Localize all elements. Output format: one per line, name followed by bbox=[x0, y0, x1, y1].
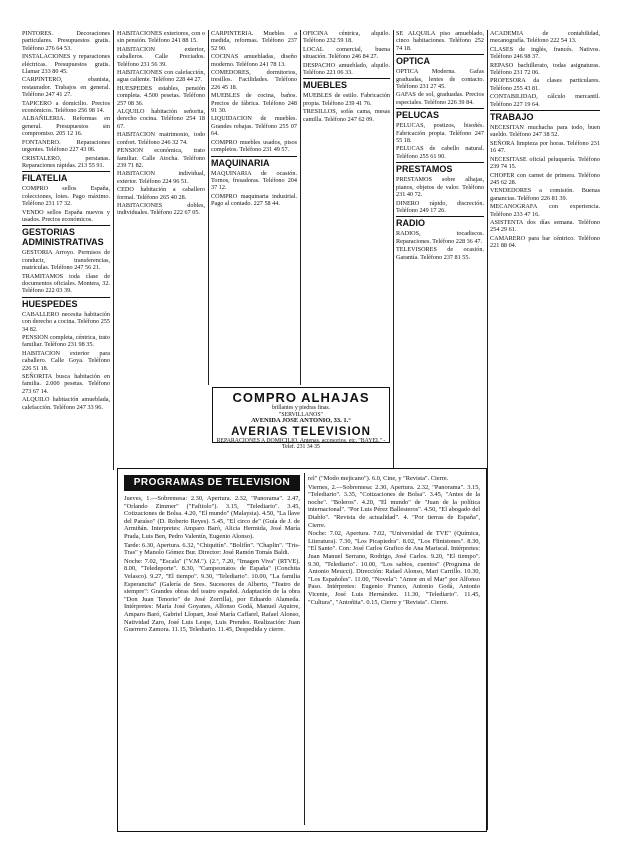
section-heading-radio: RADIO bbox=[396, 216, 484, 228]
ad-title-averias-television: AVERIAS TELEVISION bbox=[231, 425, 371, 438]
classifieds-column-5 bbox=[396, 30, 484, 465]
tv-program-block: rel" ("Modo mejicano"). 6.0, Cine, y "Revista". Cierre. bbox=[308, 475, 449, 482]
column-rule bbox=[300, 30, 301, 385]
classified-item: CONTABILIDAD, cálculo mercantil. Teléfono 227 19 64. bbox=[490, 93, 600, 108]
classified-item: PENSION completa, céntrica, trato familiar. Teléfono 231 98 35. bbox=[22, 334, 110, 349]
classified-item: FONTANERO. Reparaciones urgentes. Teléfono 227 43 06. bbox=[22, 138, 110, 154]
classified-item: GAFAS de sol, graduadas. Precios especiales. Teléfono 226 39 84. bbox=[396, 91, 484, 106]
classifieds-column-6 bbox=[490, 30, 600, 830]
classified-item: PRESTAMOS sobre alhajas, pianos, objetos de valor. Teléfono 231 40 72. bbox=[396, 176, 484, 199]
column-rule bbox=[304, 473, 305, 825]
classified-item: HABITACIONES exteriores, con o sin pensión. Teléfono 241 88 15. bbox=[117, 30, 205, 45]
classified-item: VENDEDORES a comisión. Buenas ganancias. Teléfono 226 81 39. bbox=[490, 187, 600, 202]
classified-item: MECANOGRAFA con experiencia. Teléfono 233 47 16. bbox=[490, 203, 600, 218]
classified-item: SE ALQUILA piso amueblado, cinco habitaciones. Teléfono 252 74 18. bbox=[396, 30, 484, 52]
classified-item: TAPICERO a domicilio. Precios económicos. Teléfono 256 98 14. bbox=[22, 99, 110, 115]
advertisement-box bbox=[212, 387, 390, 450]
classified-item: OPTICA Moderna. Gafas graduadas, lentes de contacto. Teléfono 231 27 45. bbox=[396, 68, 484, 91]
section-heading-gestorias: GESTORIAS ADMINISTRATIVAS bbox=[22, 225, 110, 247]
classified-item: HABITACIONES dobles, individuales. Teléfono 222 67 05. bbox=[117, 201, 205, 217]
classified-item: INSTALACIONES y reparaciones eléctricas. Presupuestos gratis. Llamar 233 80 45. bbox=[22, 53, 110, 76]
tv-program-block: Jueves, 1.—Sobremesa: 2.30, Apertura. 2.32, "Panorama". 2.47, "Orlando Zimmer" ("Fafitolo"). 3.15, "Telediario". 3.45, Cotizaciones de Bolsa. 4.20, "El mundo" (Malaysia). 4.50, "La llave del Paraíso" (D. Roberto Reyes). 5.45, "El circo de" (Guía de J. de Armiñán. Interpretes: Amparo Baró, Alicia Hermida, José María Prada, Luis Ben, Pedro Valentín, Eugenio Alonso). bbox=[124, 495, 300, 540]
column-rule bbox=[393, 30, 394, 470]
classified-item: NECESITAN muchacha para todo, buen sueldo. Teléfono 247 38 52. bbox=[490, 124, 600, 139]
classified-item: PROFESORA da clases particulares. Teléfono 255 43 81. bbox=[490, 77, 600, 92]
tv-program-block: Noche: 7.02, Apertura. 7.02, "Universidad de TVE" (Química, Literatura). 7.30, "Los Picapiedra". 8.02, "Los Flintstones". 8.30, "El Santo". Con: José Carlos Grafico de Ana Mariscal. Intérpretes: Juan Manuel Serrano, Rodrigo, José Carlos. 9.20, "El tiempo". 9.30, "Telediario". 10.00, "Los sabios, cuentos" (Programa de Antonio Meucci). Dirección: Rafael Alonso, Mari Carrillo. 10.30, "Los Españoles". 11.00, "Novela": "Amor en el Mar" por Alfonso Paso. Intérpretes: Eugenio Franco, Antonio Godá, Antonio Vicente, José Luis Hernández. 11.30, "Telediario". 11.45, "Cultura", "Antoñita". 0.15, Cierre y "Revista". Cierre. bbox=[308, 530, 480, 606]
classified-item: DESPACHO amueblado, alquilo. Teléfono 221 06 33. bbox=[303, 61, 390, 77]
tv-programs-title: PROGRAMAS DE TELEVISION bbox=[124, 475, 300, 491]
classified-item: HUESPEDES estables, pensión completa. 4.500 pesetas. Teléfono 257 08 36. bbox=[117, 84, 205, 107]
classified-item: COMPRO muebles usados, pisos completos. Teléfono 231 49 57. bbox=[211, 138, 297, 154]
classified-item: COCINAS amuebladas, diseño moderno. Teléfono 241 78 13. bbox=[211, 53, 297, 68]
classified-item: HABITACIONES con calefacción, agua caliente. Teléfono 228 44 27. bbox=[117, 69, 205, 84]
section-heading-maquinaria: MAQUINARIA bbox=[211, 156, 297, 168]
classified-item: RADIOS, tocadiscos. Reparaciones. Teléfono 228 36 47. bbox=[396, 230, 484, 245]
ad-address: AVENIDA JOSE ANTONIO, 33. 1.° bbox=[251, 417, 351, 424]
tv-program-block: Noche: 7.02, "Escala" ("V.M."). (2.ª, 7.20, "Imagen Viva" (RTVE). 8.00, "Teledeporte". 8.30, "Campeonatos de España" (Conchita Velasco). 9.27, "El tiempo". 9.30, "Telediario". 10.00, "La familia Esperancita" (Galería de Sres. Sucesores de Alberto, "Teatro de siempre": Grandes obras del teatro español. Adaptación de la obra "Don Juan Tenorio" de José Zorrilla), por Eduardo Alameda. Intérpretes: María José Goyanes, Alfonso Godá, Manuel Aquirre, Amparo Baró, Gabriel Llopart, José María Caffarel, Rafael Alonso, Natividad Zaro, José Luis Lespe, Luis Prendes. Realización: Juan Guerrero Zamora. 11.15, Telediario. 11.45, Despedida y cierre. bbox=[124, 557, 300, 634]
classified-item: REPASO bachillerato, todas asignaturas. Teléfono 231 72 06. bbox=[490, 61, 600, 77]
tv-programs-column-1 bbox=[124, 495, 300, 827]
classified-item: ALQUILO habitación señorita, derecho cocina. Teléfono 254 18 67. bbox=[117, 108, 205, 130]
section-heading-huespedes: HUESPEDES bbox=[22, 297, 110, 309]
classified-item: MAQUINARIA de ocasión. Tornos, fresadoras. Teléfono 204 37 12. bbox=[211, 169, 297, 192]
classified-item: TELEVISORES de ocasión. Garantía. Teléfono 237 81 55. bbox=[396, 246, 484, 261]
classified-item: COMPRO sellos España, colecciones, lotes. Pago máximo. Teléfono 231 17 32. bbox=[22, 185, 110, 208]
classified-item: PENSION económica, trato familiar. Calle Atocha. Teléfono 239 71 82. bbox=[117, 147, 205, 169]
classified-item: PINTORES. Decoraciones particulares. Presupuestos gratis. Teléfono 276 64 53. bbox=[22, 30, 110, 52]
classified-item: CABALLERO necesita habitación con derecho a cocina. Teléfono 255 34 82. bbox=[22, 310, 110, 333]
classified-item: HABITACION exterior, caballeros. Calle Preciados. Teléfono 231 56 39. bbox=[117, 45, 205, 68]
classified-item: ACADEMIA de contabilidad, mecanografía. Teléfono 222 54 13. bbox=[490, 30, 600, 45]
classified-item: LIQUIDACION de muebles. Grandes rebajas. Teléfono 255 07 64. bbox=[211, 115, 297, 138]
tv-program-block: Tarde: 6.30, Apertura. 6.32, "Chiquitín". "Bolifín". "Chaplin". "Tris-Tras" y Manolo Gómez Bur. Director: José Ramón Tomás Baldi. bbox=[124, 541, 300, 557]
classifieds-column-2 bbox=[117, 30, 205, 440]
section-heading-filatelia: FILATELIA bbox=[22, 171, 110, 183]
classified-item: CAMARERO para bar céntrico. Teléfono 221 88 04. bbox=[490, 234, 600, 250]
column-rule bbox=[208, 30, 209, 385]
classified-item: HABITACION individual, exterior. Teléfono 224 96 51. bbox=[117, 170, 205, 185]
classified-item: ALQUILO habitación amueblada, calefacción. Teléfono 247 33 96. bbox=[22, 396, 110, 411]
classified-item: LOCAL comercial, buena situación. Teléfono 246 84 27. bbox=[303, 45, 390, 61]
classified-item: MUEBLES de cocina, baños. Precios de fábrica. Teléfono 248 91 30. bbox=[211, 92, 297, 115]
classified-item: CEDO habitación a caballero formal. Teléfono 265 40 28. bbox=[117, 186, 205, 201]
tv-program-block: Viernes, 2.—Sobremesa: 2.30, Apertura. 2.32, "Panorama". 3.15, "Telediario". 3.35, "Cotizaciones de Bolsa". 3.45, "Antes de la noche". "Boleros". 4.20, "El mundo" de "Juan de la política internacional". "Por Luis Pérez Ballesteros". 4.50, "El abogado del Diablo". "Revista de actualidad". 4. "Por tierras de España", Cierre. bbox=[308, 483, 480, 529]
classified-item: TRAMITAMOS toda clase de documentos oficiales. Montera, 32. Teléfono 222 03 39. bbox=[22, 272, 110, 295]
classified-item: OFICINA céntrica, alquilo. Teléfono 232 59 18. bbox=[303, 30, 390, 45]
classifieds-column-1 bbox=[22, 30, 110, 830]
classified-item: PELUCAS, postizos, bisoñés. Fabricación propia. Teléfono 247 55 18. bbox=[396, 122, 484, 145]
classified-item: GESTORIA Arroyo. Permisos de conducir, transferencias, matrículas. Teléfono 247 56 21. bbox=[22, 249, 110, 272]
classifieds-column-4 bbox=[303, 30, 390, 380]
ad-text: REPARACIONES A DOMICILIO. Antenas, accesorios, etc. "BAYEL" - Telef. 231 34 35 bbox=[216, 437, 386, 450]
classified-item: CRISTALERO, persianas. Reparaciones rápidas. 213 55 91. bbox=[22, 154, 110, 169]
classified-item: ALBAÑILERIA. Reformas en general. Presupuestos sin compromiso. 205 12 16. bbox=[22, 115, 110, 138]
ad-text: "SERVILLANOS" bbox=[279, 411, 323, 418]
classified-item: HABITACION matrimonio, todo confort. Teléfono 246 32 74. bbox=[117, 131, 205, 146]
classified-item: CARPINTERIA. Muebles a medida, reformas. Teléfono 237 52 90. bbox=[211, 30, 297, 52]
classified-item: SEÑORITA busca habitación en familia. 2.000 pesetas. Teléfono 273 67 14. bbox=[22, 373, 110, 395]
classified-item: HABITACION exterior para caballero. Calle Goya. Teléfono 226 51 18. bbox=[22, 349, 110, 372]
classified-item: COMPRO maquinaria industrial. Pago al contado. 227 58 44. bbox=[211, 192, 297, 208]
column-rule bbox=[487, 30, 488, 830]
ad-text: brillantes y piedras finas. bbox=[271, 405, 331, 411]
ad-title-compro-alhajas: COMPRO ALHAJAS bbox=[232, 390, 370, 405]
classified-item: CHOFER con carnet de primera. Teléfono 245 62 28. bbox=[490, 171, 600, 186]
classified-item: DINERO rápido, discreción. Teléfono 249 17 26. bbox=[396, 199, 484, 214]
tv-programs-box bbox=[117, 468, 487, 832]
section-heading-muebles: MUEBLES bbox=[303, 78, 390, 90]
column-rule bbox=[113, 30, 114, 470]
classified-item: NECESITASE oficial peluquería. Teléfono 239 74 15. bbox=[490, 155, 600, 171]
classified-item: CLASES de inglés, francés. Nativos. Teléfono 246 98 37. bbox=[490, 45, 600, 61]
classified-item: VENDO sellos España nuevos y usados. Precios económicos. bbox=[22, 208, 110, 223]
classified-item: COMEDORES, dormitorios, tresillos. Facilidades. Teléfono 226 45 18. bbox=[211, 69, 297, 91]
tv-programs-column-2 bbox=[308, 475, 480, 827]
classified-item: TRESILLOS, sofás cama, mesas camilla. Teléfono 247 62 09. bbox=[303, 108, 390, 123]
classified-item: MUEBLES de estilo. Fabricación propia. Teléfono 239 41 76. bbox=[303, 92, 390, 107]
classified-item: CARPINTERO, ebanista, restaurador. Trabajos en general. Teléfono 247 41 27. bbox=[22, 76, 110, 99]
classified-item: PELUCAS de cabello natural. Teléfono 255 61 90. bbox=[396, 145, 484, 160]
section-heading-prestamos: PRESTAMOS bbox=[396, 162, 484, 174]
classifieds-column-3 bbox=[211, 30, 297, 380]
section-heading-pelucas: PELUCAS bbox=[396, 108, 484, 120]
section-heading-trabajo: TRABAJO bbox=[490, 110, 600, 122]
section-heading-optica: OPTICA bbox=[396, 54, 484, 66]
classified-item: ASISTENTA dos días semana. Teléfono 254 29 61. bbox=[490, 218, 600, 234]
classified-item: SEÑORA limpieza por horas. Teléfono 231 16 47. bbox=[490, 139, 600, 155]
